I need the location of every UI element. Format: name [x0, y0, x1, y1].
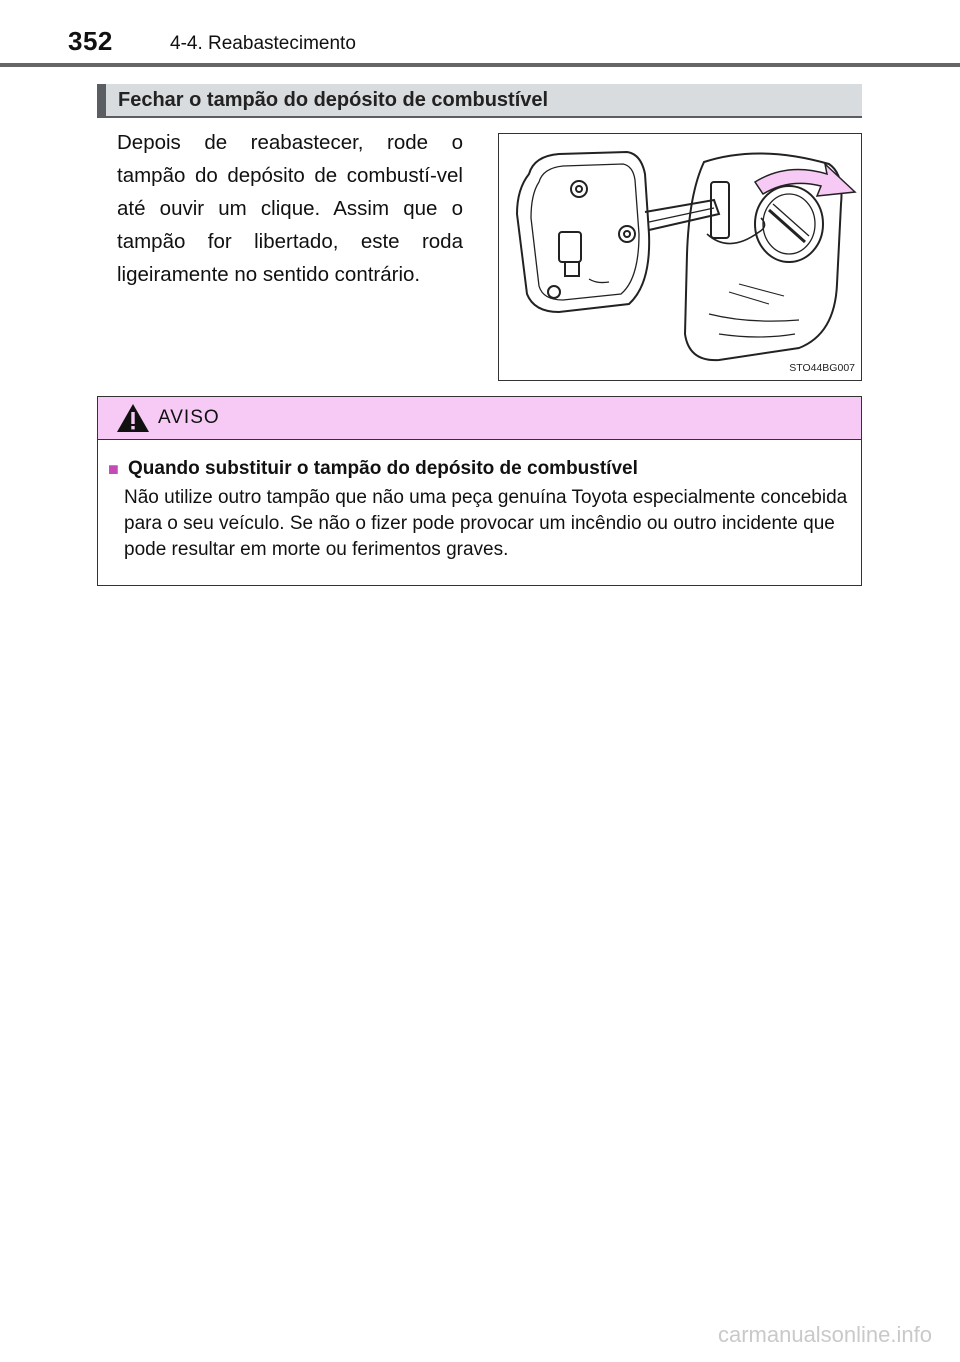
warning-box — [97, 396, 862, 586]
warning-header — [98, 397, 861, 440]
warning-title: AVISO — [158, 407, 220, 428]
square-bullet-icon: ■ — [108, 459, 119, 479]
fuel-cap-figure — [498, 133, 862, 381]
figure-code: STO44BG007 — [789, 362, 855, 374]
section-heading-text: Fechar o tampão do depósito de combustível — [118, 89, 549, 111]
section-heading — [97, 84, 862, 118]
watermark: carmanualsonline.info — [717, 1322, 932, 1347]
section-name: 4-4. Reabastecimento — [170, 33, 356, 54]
warning-subtitle: Quando substituir o tampão do depósito de combustível — [128, 458, 638, 479]
warning-triangle-icon — [116, 403, 150, 433]
page-number: 352 — [68, 26, 113, 56]
header-rule — [0, 63, 960, 67]
warning-text: Não utilize outro tampão que não uma peça genuína Toyota especialmente concebida para o seu veículo. Se não o fizer pode provocar um incêndio ou outro incidente que pode resultar em morte ou ferimentos graves. — [124, 487, 848, 560]
body-text: Depois de reabastecer, rode o tampão do depósito de combustí-vel até ouvir um clique. Assim que o tampão for libertado, este roda ligeiramente no sentido contrário. — [117, 131, 463, 286]
fuel-cap-illustration — [499, 134, 860, 379]
